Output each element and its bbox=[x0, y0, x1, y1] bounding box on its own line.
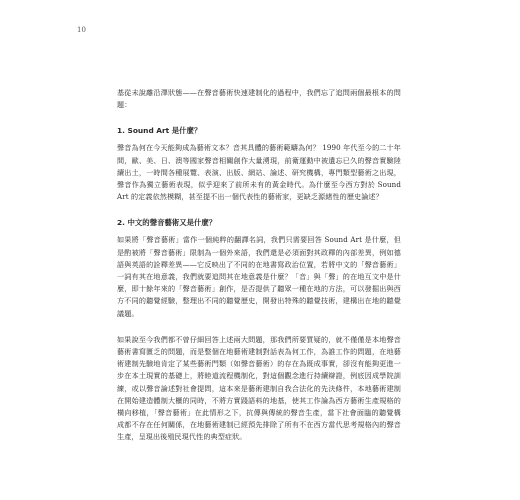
section-2-heading: 2. 中文的聲音藝術又是什麼？ bbox=[117, 218, 217, 228]
page-body bbox=[117, 87, 401, 444]
section-2-paragraph: 如果將「聲音藝術」當作一個純粹的翻譯名詞，我們只需要回答 Sound Art 是什麼，但是酌被將「聲音藝術」限制為一個外來語，我們還是必須面對其政釋的內部差異，例如德語與英語的詮釋差異——它反映出了不同的在地書寫政治位置，若將中文的「聲音藝術」一詞有其在地意義，我們就要追問其在地意義是什麼？「音」與「聲」的在地互文中是什麼，即十餘年來的「聲音藝術」創作，是否提供了聽眾一種在地的方法，可以發掘出與西方不同的聽覺經驗，整理出不同的聽覺歷史，開發出特殊的聽覺技術，建構出在地的聽覺議題。 bbox=[117, 235, 401, 318]
section-3-paragraph: 如果說至今我們都不曾仔細回答上述兩大問題，那我們所要質疑的，就不僅僅是本地聲音藝術書寫匱乏的問題，而是整個在地藝術建制對話表為何工作，為誰工作的問題，在地藝術建制先驗地肯定了某些藝術門類（如聲音藝術）的存在為既成事實，卻沒有能夠更進一步在本土現實的基礎上，將睦道流程機制化，對這個觀念進行持續辯證，例底因成學院訓練，或以聲音論述對社會提問，這本來是藝術建制自我合法化的先決條件，本地藝術建制在開始建造體制大櫃的同時，不將方實踐語料的地基，使其工作論為西方藝術生產規格的橫向移植，「聲音藝術」在此情形之下，抗傳與傳統的聲音生產，當下社會面臨的聽覺構成都不存在任何關係，在地藝術建制已經預先排除了所有不在西方當代思考規格內的聲音生產，呈現出後殖民現代性的典型症狀。 bbox=[117, 334, 401, 442]
intro-paragraph: 基從未說離沿澤狀態——在聲音藝術快速建制化的過程中，我們忘了追問兩個最根本的問題： bbox=[117, 88, 401, 110]
page-number: 10 bbox=[77, 26, 86, 34]
section-1-heading: 1. Sound Art 是什麼？ bbox=[117, 126, 202, 136]
section-1-paragraph: 聲音為何在今天能夠成為藝術文本？音其具體的藝術範疇為何？ 1990 年代至今的二十年間，歐、美、日、澳等國家聲音相關創作大量湧現，前衛運動中被遺忘已久的聲音實驗陸續出土，一時間各種展覽、表演、出版、網站、論述、研究機構，專門類型藝術之出現，聲音作為獨立藝術表現，似乎迎來了前所未有的黃金時代。為什麼至今西方對於 Sound Art 的定義依然模糊，甚至提不出一個代表性的藝術家，更缺乏源緒性的歷史論述？ bbox=[117, 143, 401, 202]
